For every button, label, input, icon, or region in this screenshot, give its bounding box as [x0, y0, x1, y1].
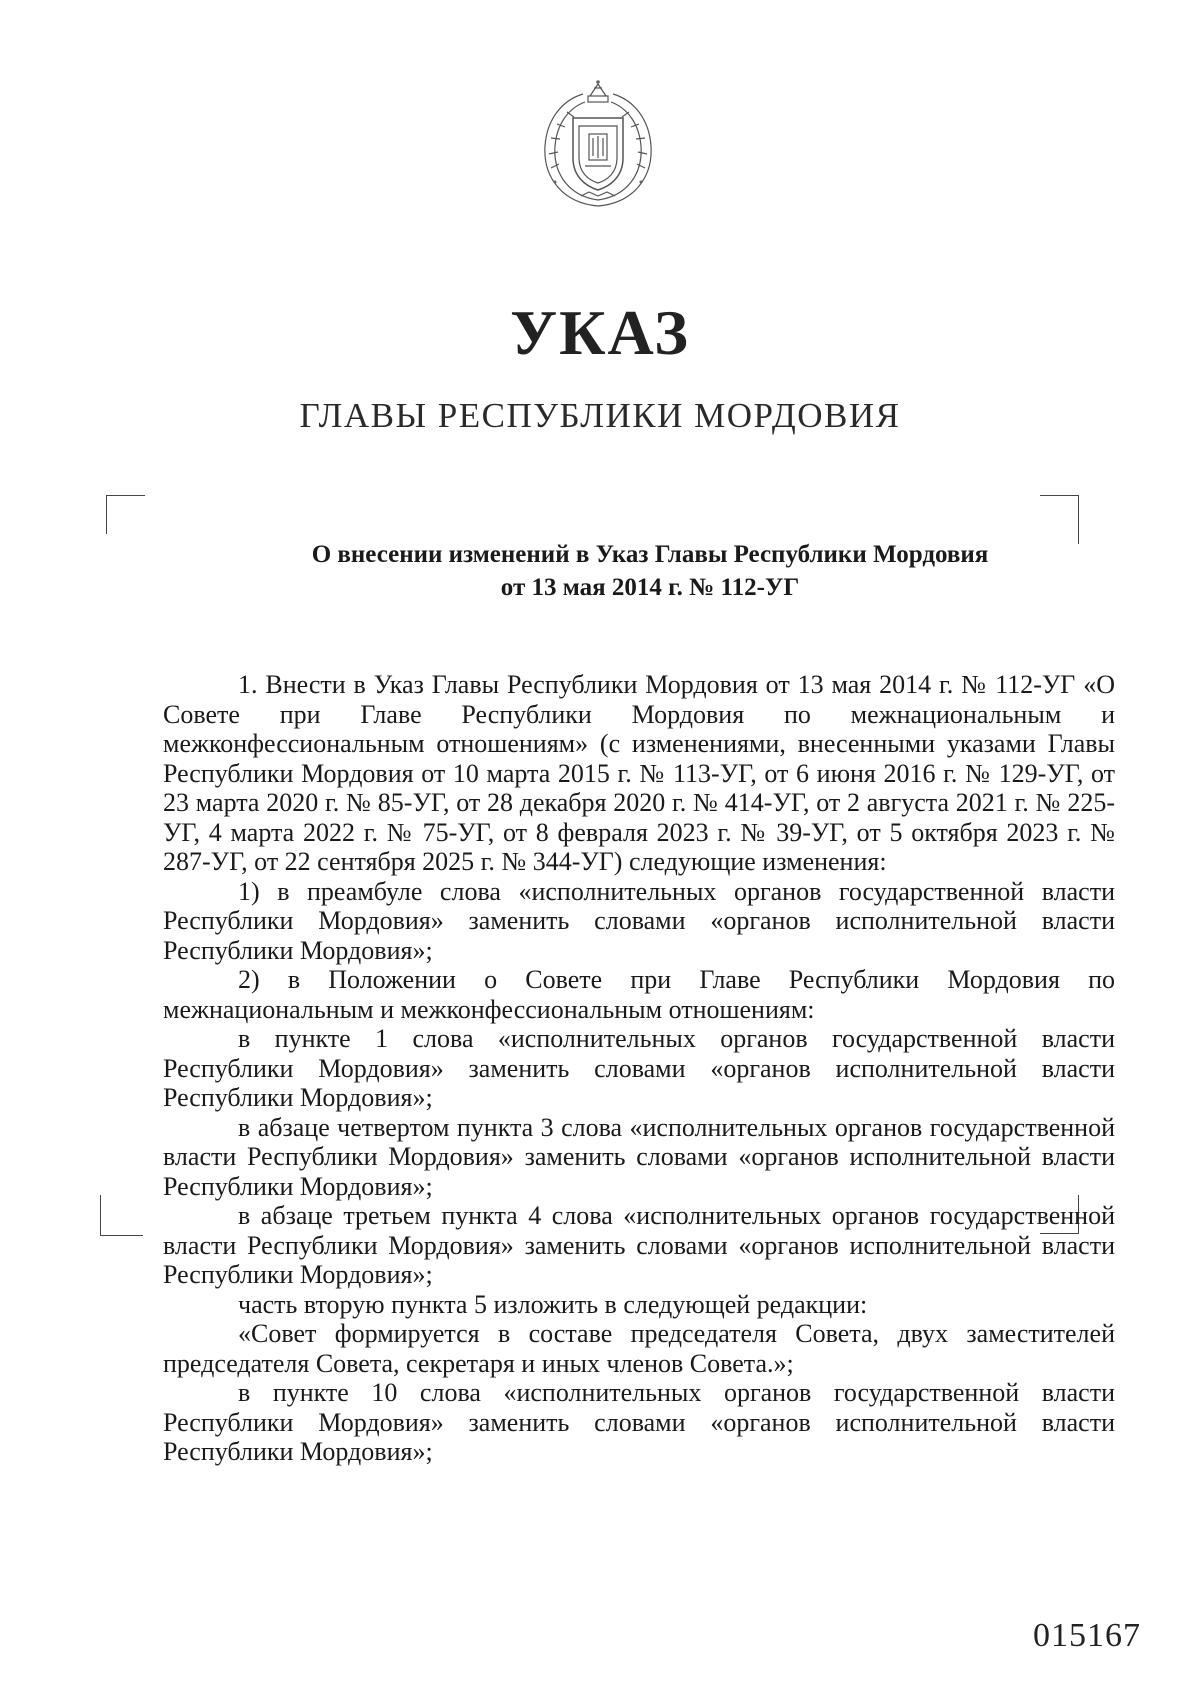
decree-heading-line-2: от 13 мая 2014 г. № 112-УГ: [500, 574, 800, 601]
paragraph-9: в пункте 10 слова «исполнительных органов государственной власти Республики Мордовия» заменить словами «органов исполнительной власти Республики Мордовия»;: [163, 1378, 1115, 1466]
paragraph-2: 1) в преамбуле слова «исполнительных органов государственной власти Республики Мордовия» заменить словами «органов исполнительной власти Республики Мордовия»;: [163, 876, 1115, 965]
paragraph-4: в пункте 1 слова «исполнительных органов государственной власти Республики Мордовия» заменить словами «органов исполнительной власти Республики Мордовия»;: [163, 1024, 1115, 1112]
paragraph-6: в абзаце третьем пункта 4 слова «исполнительных органов государственной власти Республики Мордовия» заменить словами «органов исполнительной власти Республики Мордовия»;: [163, 1201, 1115, 1289]
corner-bracket-top-left: [106, 495, 145, 534]
decree-body: [163, 670, 1115, 1467]
corner-bracket-top-right: [1040, 495, 1079, 544]
paragraph-7: часть вторую пункта 5 изложить в следующей редакции:: [238, 1289, 868, 1319]
document-serial-number: 015167: [1033, 1617, 1141, 1654]
paragraph-8: «Совет формируется в составе председателя Совета, двух заместителей председателя Совета, секретаря и иных членов Совета.»;: [163, 1319, 1115, 1378]
document-title: УКАЗ: [510, 297, 690, 368]
paragraph-3: 2) в Положении о Совете при Главе Республики Мордовия по межнациональным и межконфессиональным отношениям:: [163, 965, 1115, 1024]
paragraph-1: 1. Внести в Указ Главы Республики Мордовия от 13 мая 2014 г. № 112-УГ «О Совете при Главе Республики Мордовия по межнациональным и межконфессиональным отношениям» (с изменениями, внесенными указами Главы Республики Мордовия от 10 марта 2015 г. № 113-УГ, от 6 июня 2016 г. № 129-УГ, от 23 марта 2020 г. № 85-УГ, от 28 декабря 2020 г. № 414-УГ, от 2 августа 2021 г. № 225-УГ, 4 марта 2022 г. № 75-УГ, от 8 февраля 2023 г. № 39-УГ, от 5 октября 2023 г. № 287-УГ, от 22 сентября 2025 г. № 344-УГ) следующие изменения:: [163, 670, 1115, 876]
paragraph-5: в абзаце четвертом пункта 3 слова «исполнительных органов государственной власти Республики Мордовия» заменить словами «органов исполнительной власти Республики Мордовия»;: [163, 1112, 1115, 1201]
coat-of-arms-emblem: [533, 78, 663, 218]
document-subtitle: ГЛАВЫ РЕСПУБЛИКИ МОРДОВИЯ: [299, 396, 901, 435]
decree-heading-line-1: О внесении изменений в Указ Главы Республики Мордовия: [311, 541, 989, 568]
decree-heading: [230, 538, 1070, 604]
corner-bracket-bottom-left: [100, 1195, 143, 1236]
